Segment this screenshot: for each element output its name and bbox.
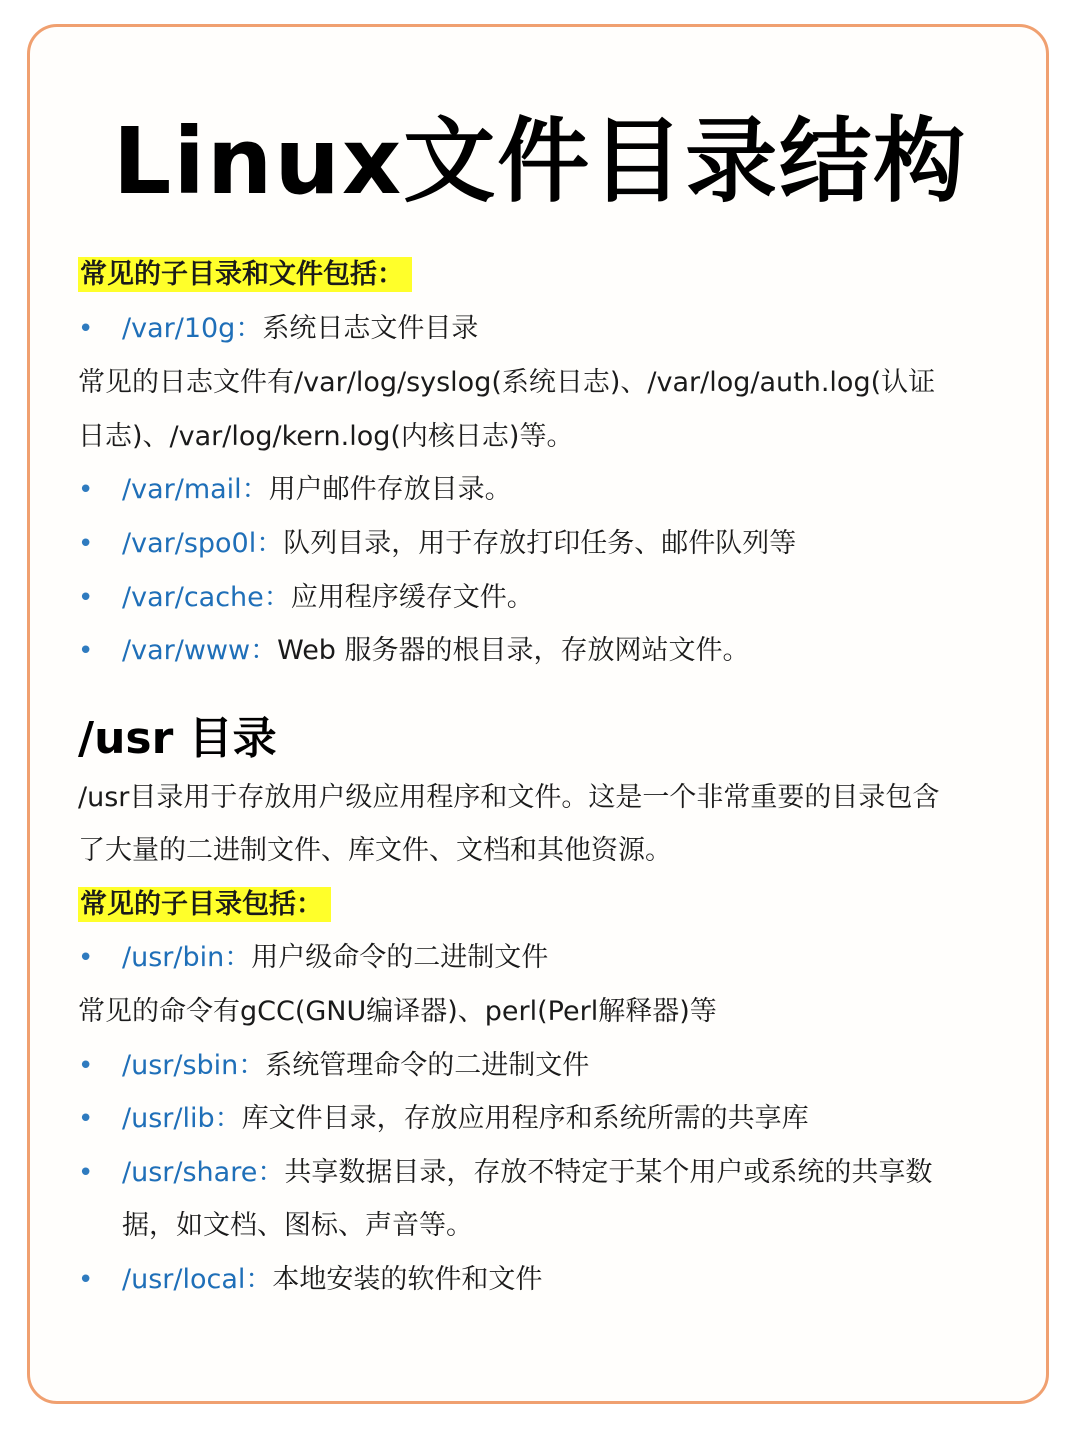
log-note: 日志)、/var/log/kern.log(内核日志)等。: [78, 421, 574, 452]
item-description: 用户级命令的二进制文件: [251, 942, 549, 973]
item-description: 系统管理命令的二进制文件: [265, 1050, 590, 1081]
item-description: 本地安装的软件和文件: [272, 1264, 543, 1295]
path-label: /usr/bin：: [122, 942, 252, 973]
bullet-icon: •: [78, 1158, 94, 1188]
list-item: [122, 1101, 809, 1137]
page-title: Linux文件目录结构: [112, 108, 968, 215]
bullet-icon: •: [78, 1104, 94, 1134]
path-label: /usr/share：: [122, 1157, 285, 1188]
item-description: 应用程序缓存文件。: [290, 582, 534, 613]
list-item: [122, 1262, 542, 1298]
list-item: [122, 580, 534, 616]
path-label: /usr/sbin：: [122, 1050, 266, 1081]
item-description: 系统日志文件目录: [262, 313, 479, 344]
bullet-icon: •: [78, 583, 94, 613]
path-label: /usr/local：: [122, 1264, 273, 1295]
path-label: /var/www：: [122, 635, 278, 666]
path-label: /var/10g：: [122, 313, 263, 344]
item-description: Web 服务器的根目录，存放网站文件。: [277, 635, 750, 666]
bullet-icon: •: [78, 1265, 94, 1295]
highlight-text: 常见的子目录包括：: [78, 887, 331, 922]
path-label: /usr/lib：: [122, 1103, 242, 1134]
log-note: 常见的日志文件有/var/log/syslog(系统日志)、/var/log/auth.log(认证: [78, 367, 936, 398]
path-label: /var/cache：: [122, 582, 291, 613]
item-description: 库文件目录，存放应用程序和系统所需的共享库: [241, 1103, 809, 1134]
path-label: /var/mail：: [122, 474, 269, 505]
item-description: 队列目录，用于存放打印任务、邮件队列等: [283, 528, 797, 559]
bullet-icon: •: [78, 475, 94, 505]
bullet-icon: •: [78, 529, 94, 559]
usr-intro: 了大量的二进制文件、库文件、文档和其他资源。: [78, 835, 672, 866]
bullet-icon: •: [78, 1051, 94, 1081]
list-item: [122, 1155, 932, 1191]
list-item: [122, 526, 796, 562]
bullet-icon: •: [78, 314, 94, 344]
path-label: /var/spo0l：: [122, 528, 284, 559]
list-item: [122, 633, 750, 669]
item-description: 共享数据目录，存放不特定于某个用户或系统的共享数: [284, 1157, 933, 1188]
bullet-icon: •: [78, 636, 94, 666]
list-item: [122, 1048, 589, 1084]
list-item: [122, 311, 478, 347]
highlight-text: 常见的子目录和文件包括：: [78, 257, 412, 292]
usr-subdirs-heading: [78, 887, 331, 923]
list-item-continuation: 据，如文档、图标、声音等。: [122, 1210, 473, 1241]
bullet-icon: •: [78, 943, 94, 973]
bin-note: 常见的命令有gCC(GNU编译器)、perl(Perl解释器)等: [78, 996, 717, 1027]
list-item: [122, 940, 548, 976]
item-description: 用户邮件存放目录。: [268, 474, 512, 505]
usr-intro: /usr目录用于存放用户级应用程序和文件。这是一个非常重要的目录包含: [78, 782, 940, 813]
list-item: [122, 472, 512, 508]
usr-section-title: /usr 目录: [78, 713, 277, 764]
var-subdirs-heading: [78, 257, 412, 293]
